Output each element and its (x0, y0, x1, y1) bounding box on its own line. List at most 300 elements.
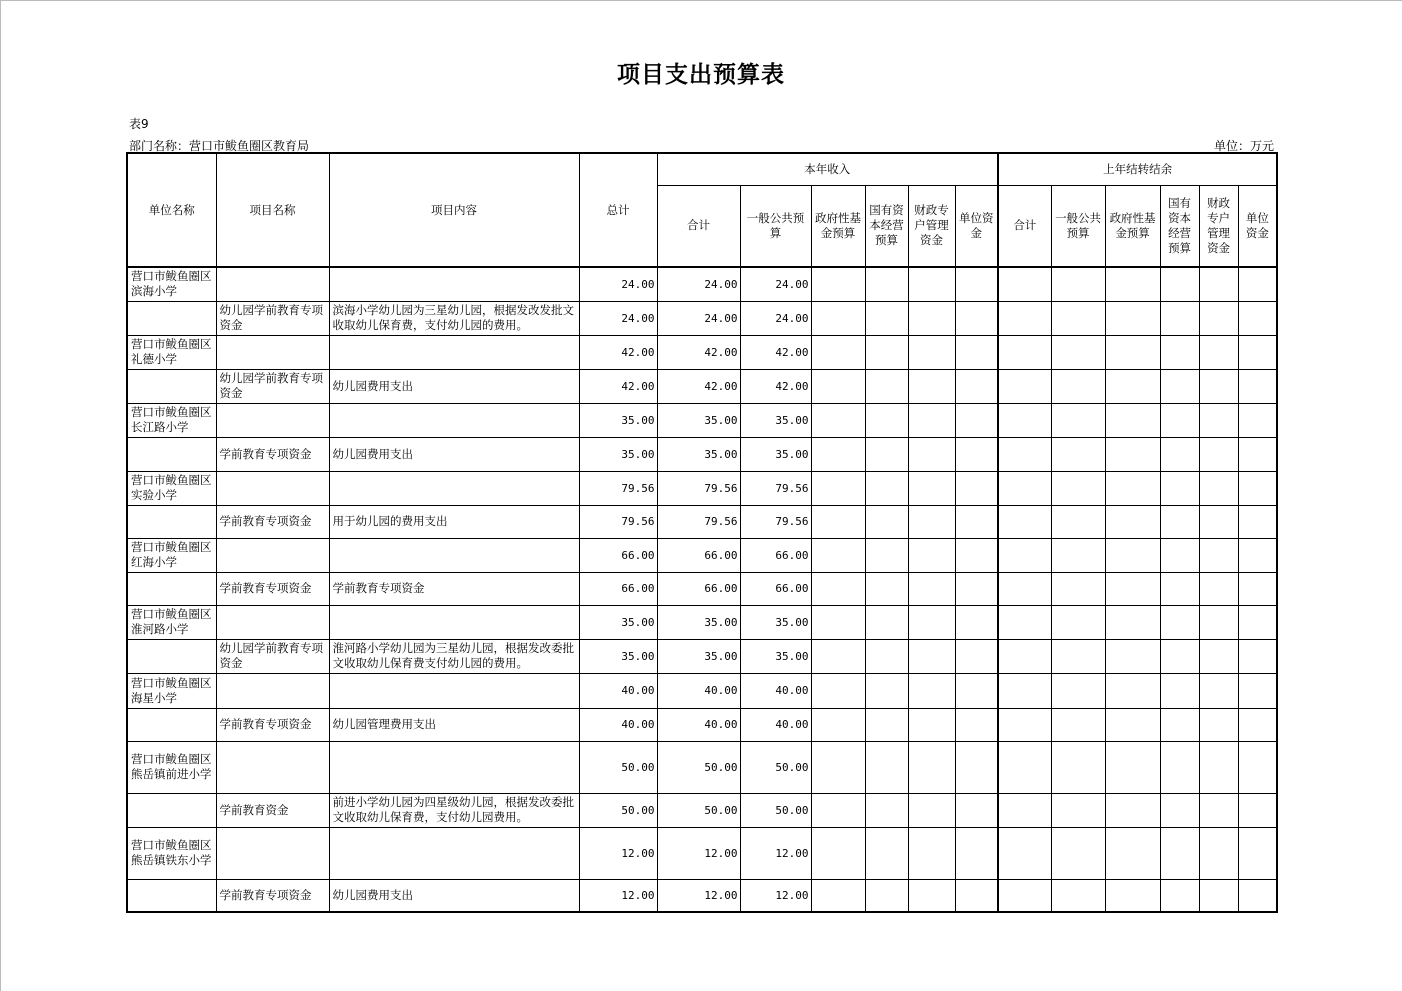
cell-prev-special-account (1199, 301, 1238, 335)
cell-prev-state-capital (1160, 673, 1199, 708)
cell-unit-name: 营口市鲅鱼圈区长江路小学 (127, 403, 216, 437)
cell-current-state-capital (865, 301, 908, 335)
cell-prev-sum (998, 471, 1051, 505)
cell-current-special-account (908, 471, 955, 505)
cell-current-unit-fund (955, 879, 998, 912)
header-current-sum: 合计 (657, 185, 740, 267)
cell-total: 66.00 (579, 572, 657, 605)
cell-prev-unit-fund (1238, 879, 1277, 912)
cell-total: 40.00 (579, 708, 657, 741)
cell-project-content: 滨海小学幼儿园为三星幼儿园，根据发改发批文收取幼儿保育费，支付幼儿园的费用。 (329, 301, 579, 335)
cell-prev-sum (998, 827, 1051, 879)
cell-total: 24.00 (579, 267, 657, 301)
cell-unit-name: 营口市鲅鱼圈区滨海小学 (127, 267, 216, 301)
cell-prev-state-capital (1160, 639, 1199, 673)
cell-current-general: 12.00 (740, 827, 811, 879)
cell-unit-name: 营口市鲅鱼圈区实验小学 (127, 471, 216, 505)
cell-prev-special-account (1199, 572, 1238, 605)
cell-prev-state-capital (1160, 741, 1199, 793)
cell-prev-special-account (1199, 827, 1238, 879)
cell-prev-unit-fund (1238, 335, 1277, 369)
cell-project-name (216, 605, 329, 639)
cell-current-sum: 40.00 (657, 673, 740, 708)
cell-prev-fund (1105, 505, 1160, 538)
header-current-special-account: 财政专户管理资金 (908, 185, 955, 267)
cell-project-name (216, 471, 329, 505)
cell-prev-unit-fund (1238, 827, 1277, 879)
cell-project-content (329, 741, 579, 793)
cell-current-unit-fund (955, 708, 998, 741)
cell-unit-name (127, 301, 216, 335)
cell-prev-sum (998, 673, 1051, 708)
cell-current-state-capital (865, 673, 908, 708)
cell-current-fund (811, 572, 865, 605)
cell-prev-general (1051, 605, 1105, 639)
cell-prev-unit-fund (1238, 793, 1277, 827)
budget-table (126, 152, 1278, 913)
cell-current-unit-fund (955, 301, 998, 335)
cell-current-fund (811, 301, 865, 335)
cell-current-fund (811, 505, 865, 538)
cell-project-content (329, 673, 579, 708)
cell-project-content: 学前教育专项资金 (329, 572, 579, 605)
cell-prev-state-capital (1160, 538, 1199, 572)
cell-prev-fund (1105, 335, 1160, 369)
table-row (127, 301, 1277, 335)
cell-prev-fund (1105, 605, 1160, 639)
cell-current-unit-fund (955, 538, 998, 572)
cell-prev-special-account (1199, 403, 1238, 437)
table-row (127, 827, 1277, 879)
cell-current-state-capital (865, 505, 908, 538)
cell-prev-fund (1105, 538, 1160, 572)
cell-current-unit-fund (955, 471, 998, 505)
cell-current-fund (811, 827, 865, 879)
cell-current-general: 35.00 (740, 403, 811, 437)
cell-prev-special-account (1199, 538, 1238, 572)
cell-current-unit-fund (955, 605, 998, 639)
cell-prev-fund (1105, 301, 1160, 335)
cell-current-general: 35.00 (740, 605, 811, 639)
cell-current-sum: 66.00 (657, 572, 740, 605)
header-unit-name: 单位名称 (127, 153, 216, 267)
cell-unit-name: 营口市鲅鱼圈区海星小学 (127, 673, 216, 708)
cell-prev-general (1051, 471, 1105, 505)
cell-unit-name (127, 505, 216, 538)
cell-prev-fund (1105, 369, 1160, 403)
cell-total: 79.56 (579, 471, 657, 505)
cell-current-unit-fund (955, 673, 998, 708)
cell-prev-state-capital (1160, 335, 1199, 369)
cell-current-general: 50.00 (740, 793, 811, 827)
cell-prev-general (1051, 572, 1105, 605)
cell-current-general: 35.00 (740, 437, 811, 471)
cell-current-special-account (908, 741, 955, 793)
cell-prev-sum (998, 879, 1051, 912)
budget-table-body (127, 267, 1277, 912)
cell-project-content (329, 267, 579, 301)
cell-prev-unit-fund (1238, 673, 1277, 708)
cell-prev-state-capital (1160, 403, 1199, 437)
cell-prev-unit-fund (1238, 369, 1277, 403)
cell-current-fund (811, 605, 865, 639)
cell-prev-state-capital (1160, 827, 1199, 879)
cell-current-special-account (908, 879, 955, 912)
cell-prev-general (1051, 369, 1105, 403)
cell-project-name (216, 538, 329, 572)
cell-current-unit-fund (955, 335, 998, 369)
cell-prev-fund (1105, 403, 1160, 437)
cell-project-name (216, 335, 329, 369)
cell-prev-state-capital (1160, 369, 1199, 403)
cell-current-general: 66.00 (740, 538, 811, 572)
header-project-content: 项目内容 (329, 153, 579, 267)
cell-prev-fund (1105, 572, 1160, 605)
cell-total: 12.00 (579, 827, 657, 879)
cell-current-fund (811, 639, 865, 673)
cell-prev-sum (998, 639, 1051, 673)
cell-prev-fund (1105, 827, 1160, 879)
header-prev-fund: 政府性基金预算 (1105, 185, 1160, 267)
cell-current-unit-fund (955, 437, 998, 471)
cell-current-special-account (908, 605, 955, 639)
cell-prev-sum (998, 267, 1051, 301)
cell-prev-unit-fund (1238, 572, 1277, 605)
table-row (127, 708, 1277, 741)
table-row (127, 403, 1277, 437)
cell-prev-sum (998, 403, 1051, 437)
cell-current-general: 42.00 (740, 369, 811, 403)
cell-prev-fund (1105, 741, 1160, 793)
cell-current-sum: 42.00 (657, 369, 740, 403)
cell-project-name: 学前教育专项资金 (216, 505, 329, 538)
cell-prev-state-capital (1160, 437, 1199, 471)
cell-prev-sum (998, 741, 1051, 793)
header-prev-unit-fund: 单位资金 (1238, 185, 1277, 267)
cell-prev-unit-fund (1238, 605, 1277, 639)
cell-project-name: 幼儿园学前教育专项资金 (216, 639, 329, 673)
table-row (127, 741, 1277, 793)
cell-project-content (329, 605, 579, 639)
cell-prev-special-account (1199, 793, 1238, 827)
cell-current-sum: 35.00 (657, 639, 740, 673)
cell-unit-name: 营口市鲅鱼圈区熊岳镇前进小学 (127, 741, 216, 793)
cell-current-sum: 12.00 (657, 879, 740, 912)
cell-prev-state-capital (1160, 793, 1199, 827)
cell-current-state-capital (865, 879, 908, 912)
cell-prev-special-account (1199, 471, 1238, 505)
cell-current-general: 24.00 (740, 267, 811, 301)
cell-unit-name: 营口市鲅鱼圈区淮河路小学 (127, 605, 216, 639)
cell-project-content: 幼儿园费用支出 (329, 437, 579, 471)
cell-current-special-account (908, 369, 955, 403)
cell-prev-general (1051, 639, 1105, 673)
cell-current-state-capital (865, 572, 908, 605)
cell-total: 42.00 (579, 369, 657, 403)
cell-prev-state-capital (1160, 605, 1199, 639)
cell-prev-sum (998, 708, 1051, 741)
cell-current-fund (811, 471, 865, 505)
cell-prev-special-account (1199, 708, 1238, 741)
cell-total: 50.00 (579, 793, 657, 827)
cell-project-content (329, 335, 579, 369)
cell-current-fund (811, 673, 865, 708)
header-current-fund: 政府性基金预算 (811, 185, 865, 267)
cell-prev-unit-fund (1238, 505, 1277, 538)
cell-prev-general (1051, 793, 1105, 827)
header-prev-sum: 合计 (998, 185, 1051, 267)
cell-project-name: 学前教育专项资金 (216, 708, 329, 741)
cell-total: 24.00 (579, 301, 657, 335)
header-prev-state-capital: 国有资本经营预算 (1160, 185, 1199, 267)
cell-current-unit-fund (955, 827, 998, 879)
cell-prev-sum (998, 301, 1051, 335)
cell-prev-fund (1105, 879, 1160, 912)
header-current-general: 一般公共预算 (740, 185, 811, 267)
cell-current-special-account (908, 793, 955, 827)
cell-prev-unit-fund (1238, 301, 1277, 335)
cell-unit-name (127, 437, 216, 471)
cell-unit-name (127, 572, 216, 605)
cell-current-fund (811, 538, 865, 572)
cell-current-fund (811, 369, 865, 403)
cell-project-content: 淮河路小学幼儿园为三星幼儿园，根据发改委批文收取幼儿保育费支付幼儿园的费用。 (329, 639, 579, 673)
cell-total: 35.00 (579, 605, 657, 639)
cell-current-sum: 42.00 (657, 335, 740, 369)
cell-current-special-account (908, 301, 955, 335)
table-row (127, 505, 1277, 538)
table-row (127, 267, 1277, 301)
cell-project-name (216, 267, 329, 301)
cell-current-general: 40.00 (740, 708, 811, 741)
cell-project-content: 幼儿园管理费用支出 (329, 708, 579, 741)
cell-unit-name: 营口市鲅鱼圈区礼德小学 (127, 335, 216, 369)
cell-prev-special-account (1199, 369, 1238, 403)
cell-prev-sum (998, 437, 1051, 471)
cell-current-special-account (908, 572, 955, 605)
cell-project-name: 学前教育专项资金 (216, 879, 329, 912)
cell-current-state-capital (865, 793, 908, 827)
cell-unit-name (127, 639, 216, 673)
cell-project-name (216, 673, 329, 708)
header-project-name: 项目名称 (216, 153, 329, 267)
cell-current-sum: 35.00 (657, 403, 740, 437)
cell-current-state-capital (865, 605, 908, 639)
cell-current-state-capital (865, 708, 908, 741)
cell-prev-sum (998, 505, 1051, 538)
department-name: 部门名称：营口市鲅鱼圈区教育局 (129, 139, 310, 153)
cell-prev-fund (1105, 639, 1160, 673)
cell-project-name (216, 403, 329, 437)
cell-total: 35.00 (579, 403, 657, 437)
cell-total: 42.00 (579, 335, 657, 369)
cell-prev-fund (1105, 437, 1160, 471)
cell-total: 12.00 (579, 879, 657, 912)
cell-prev-state-capital (1160, 879, 1199, 912)
cell-current-state-capital (865, 538, 908, 572)
cell-prev-sum (998, 538, 1051, 572)
cell-project-name (216, 741, 329, 793)
header-prev-year: 上年结转结余 (998, 153, 1277, 185)
cell-current-unit-fund (955, 639, 998, 673)
cell-current-general: 66.00 (740, 572, 811, 605)
header-current-state-capital: 国有资本经营预算 (865, 185, 908, 267)
table-row (127, 437, 1277, 471)
cell-prev-state-capital (1160, 572, 1199, 605)
cell-prev-special-account (1199, 741, 1238, 793)
cell-prev-unit-fund (1238, 267, 1277, 301)
cell-prev-general (1051, 267, 1105, 301)
cell-current-unit-fund (955, 793, 998, 827)
cell-current-general: 50.00 (740, 741, 811, 793)
cell-total: 50.00 (579, 741, 657, 793)
cell-prev-unit-fund (1238, 741, 1277, 793)
cell-current-sum: 35.00 (657, 437, 740, 471)
cell-current-state-capital (865, 437, 908, 471)
table-row (127, 605, 1277, 639)
cell-prev-special-account (1199, 437, 1238, 471)
cell-current-state-capital (865, 741, 908, 793)
cell-current-sum: 12.00 (657, 827, 740, 879)
table-number: 表9 (129, 117, 149, 131)
header-current-unit-fund: 单位资金 (955, 185, 998, 267)
header-current-year: 本年收入 (657, 153, 998, 185)
table-row (127, 639, 1277, 673)
cell-unit-name (127, 708, 216, 741)
cell-current-state-capital (865, 369, 908, 403)
cell-current-fund (811, 741, 865, 793)
cell-project-content (329, 827, 579, 879)
cell-current-unit-fund (955, 369, 998, 403)
cell-prev-special-account (1199, 505, 1238, 538)
cell-prev-sum (998, 572, 1051, 605)
cell-prev-unit-fund (1238, 437, 1277, 471)
cell-prev-general (1051, 827, 1105, 879)
cell-project-name: 学前教育专项资金 (216, 437, 329, 471)
cell-project-content (329, 471, 579, 505)
table-row (127, 335, 1277, 369)
cell-prev-state-capital (1160, 471, 1199, 505)
cell-prev-fund (1105, 673, 1160, 708)
cell-current-general: 42.00 (740, 335, 811, 369)
table-row (127, 793, 1277, 827)
cell-current-general: 79.56 (740, 471, 811, 505)
cell-prev-general (1051, 879, 1105, 912)
cell-unit-name (127, 369, 216, 403)
header-prev-special-account: 财政专户管理资金 (1199, 185, 1238, 267)
cell-current-state-capital (865, 827, 908, 879)
cell-current-state-capital (865, 471, 908, 505)
cell-prev-general (1051, 505, 1105, 538)
cell-current-special-account (908, 505, 955, 538)
cell-current-unit-fund (955, 403, 998, 437)
cell-current-general: 35.00 (740, 639, 811, 673)
cell-current-sum: 24.00 (657, 267, 740, 301)
cell-prev-special-account (1199, 267, 1238, 301)
cell-current-fund (811, 708, 865, 741)
cell-prev-sum (998, 335, 1051, 369)
cell-prev-unit-fund (1238, 471, 1277, 505)
cell-current-special-account (908, 673, 955, 708)
cell-current-fund (811, 403, 865, 437)
cell-project-content: 幼儿园费用支出 (329, 879, 579, 912)
cell-current-sum: 50.00 (657, 793, 740, 827)
cell-total: 35.00 (579, 437, 657, 471)
cell-project-content (329, 538, 579, 572)
cell-project-name: 学前教育资金 (216, 793, 329, 827)
cell-prev-state-capital (1160, 505, 1199, 538)
cell-prev-special-account (1199, 335, 1238, 369)
table-row (127, 572, 1277, 605)
cell-total: 66.00 (579, 538, 657, 572)
cell-current-unit-fund (955, 741, 998, 793)
cell-current-general: 12.00 (740, 879, 811, 912)
cell-current-general: 40.00 (740, 673, 811, 708)
cell-total: 79.56 (579, 505, 657, 538)
cell-current-special-account (908, 639, 955, 673)
cell-prev-special-account (1199, 879, 1238, 912)
cell-prev-special-account (1199, 639, 1238, 673)
cell-total: 40.00 (579, 673, 657, 708)
table-row (127, 879, 1277, 912)
cell-current-fund (811, 793, 865, 827)
cell-project-name: 幼儿园学前教育专项资金 (216, 301, 329, 335)
cell-current-sum: 79.56 (657, 505, 740, 538)
cell-current-general: 24.00 (740, 301, 811, 335)
cell-prev-unit-fund (1238, 538, 1277, 572)
cell-current-fund (811, 879, 865, 912)
cell-current-special-account (908, 538, 955, 572)
cell-current-sum: 79.56 (657, 471, 740, 505)
cell-prev-unit-fund (1238, 708, 1277, 741)
page-title: 项目支出预算表 (617, 62, 785, 88)
cell-current-unit-fund (955, 572, 998, 605)
cell-current-sum: 66.00 (657, 538, 740, 572)
cell-project-content: 用于幼儿园的费用支出 (329, 505, 579, 538)
cell-unit-name (127, 793, 216, 827)
cell-project-name: 幼儿园学前教育专项资金 (216, 369, 329, 403)
table-row (127, 369, 1277, 403)
cell-project-content (329, 403, 579, 437)
cell-prev-sum (998, 605, 1051, 639)
table-row (127, 471, 1277, 505)
cell-prev-sum (998, 793, 1051, 827)
cell-current-unit-fund (955, 505, 998, 538)
cell-current-special-account (908, 827, 955, 879)
cell-prev-general (1051, 301, 1105, 335)
cell-prev-fund (1105, 793, 1160, 827)
cell-prev-fund (1105, 708, 1160, 741)
cell-prev-general (1051, 335, 1105, 369)
cell-prev-unit-fund (1238, 639, 1277, 673)
cell-prev-fund (1105, 267, 1160, 301)
cell-total: 35.00 (579, 639, 657, 673)
cell-prev-general (1051, 708, 1105, 741)
cell-prev-fund (1105, 471, 1160, 505)
cell-current-sum: 35.00 (657, 605, 740, 639)
cell-prev-state-capital (1160, 301, 1199, 335)
cell-current-state-capital (865, 403, 908, 437)
cell-prev-special-account (1199, 605, 1238, 639)
cell-unit-name (127, 879, 216, 912)
cell-prev-sum (998, 369, 1051, 403)
cell-unit-name: 营口市鲅鱼圈区红海小学 (127, 538, 216, 572)
cell-current-special-account (908, 708, 955, 741)
cell-prev-general (1051, 403, 1105, 437)
cell-prev-general (1051, 673, 1105, 708)
cell-current-special-account (908, 335, 955, 369)
cell-prev-general (1051, 741, 1105, 793)
